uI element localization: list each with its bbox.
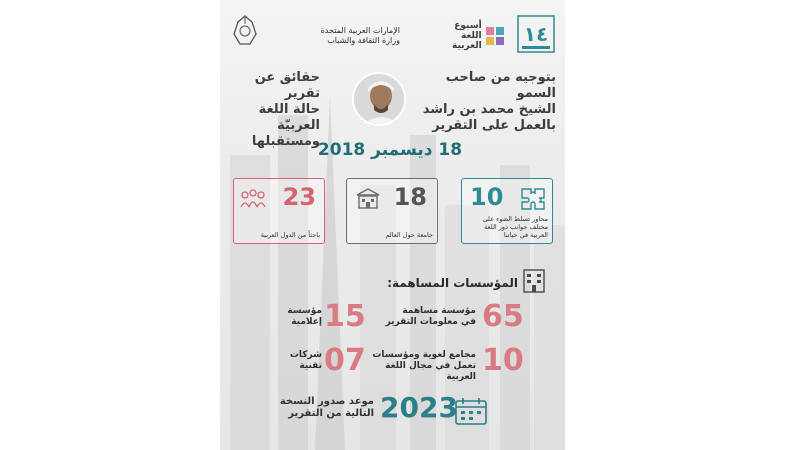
institution-text-line: تقنية [299,361,322,371]
headline-left-line-3: ومستقبلها [251,134,320,149]
next-edition-year: 2023 [380,391,458,424]
institution-text [360,350,476,383]
stat-description: محاور تسلط الضوء على مختلف جوانب دور اللغة العربية في حياتنا [482,215,548,239]
institution-text [376,306,476,328]
institution-number: 10 [482,343,524,378]
institution-text-line: تعمل في مجال اللغة العربية [385,361,476,382]
headline-right-line-3: بالعمل على التقرير [432,118,556,133]
arabic-week-logo [516,14,556,54]
institution-text-line: مؤسسة [287,306,322,316]
researchers-icon [240,187,266,211]
institution-text [270,350,322,372]
uae-line-1: الإمارات العربية المتحدة [320,26,400,35]
next-edition-line: التالية من التقرير [288,408,374,419]
sheikh-portrait [352,72,406,126]
calendar-icon [454,396,488,426]
puzzle-icon [520,187,546,211]
headline-right-line-2: الشيخ محمد بن راشد [422,102,556,117]
stat-card-researchers [233,178,325,244]
stat-description: باحثاً من الدول العربية [260,231,320,239]
arabic-week-emblem-icon [516,14,556,54]
institution-text-line: مجامع لغوية ومؤسسات [372,350,476,360]
uae-line-2: وزارة الثقافة والشباب [327,36,400,45]
headline-left-line-2: حالة اللغة العربيّة [258,102,320,133]
headline-directive [416,70,556,134]
institution-number: 07 [324,343,366,378]
infographic-poster [220,0,565,450]
institution-text [270,306,322,328]
stat-number: 10 [470,183,504,211]
report-date: 18 ديسمبر 2018 [317,140,463,160]
uae-ministry-text [280,26,400,46]
arabic-week-title [452,16,512,56]
institution-text-line: في معلومات التقرير [385,317,476,327]
headline-report-facts [238,70,320,150]
institution-text-line: شركات [289,350,322,360]
stat-card-universities [346,178,438,244]
institution-number: 15 [324,299,366,334]
stat-description: جامعة حول العالم [385,231,433,239]
week-number: ١٤ [523,22,549,46]
institutions-title: المؤسسات المساهمة: [387,276,518,290]
next-edition-line: موعد صدور النسخة [279,396,374,407]
puzzle-logo-icon [486,27,504,45]
next-edition-text [270,396,374,420]
institution-text-line: إعلامية [291,317,322,327]
uae-falcon-emblem-icon [232,14,258,46]
institution-text-line: مؤسسة مساهمة [402,306,476,316]
headline-left-line-1: حقائق عن تقرير [254,70,320,101]
week-title-line-1: أسبوع [454,21,482,31]
stat-number: 18 [393,183,427,211]
building-icon [522,266,546,294]
headline-right-line-1: بتوجيه من صاحب السمو [445,70,556,101]
week-title-line-3: العربية [452,41,482,51]
university-icon [355,187,381,211]
stat-number: 23 [282,183,316,211]
institution-number: 65 [482,299,524,334]
stat-card-topics [461,178,553,244]
week-title-line-2: اللغة [460,31,482,41]
